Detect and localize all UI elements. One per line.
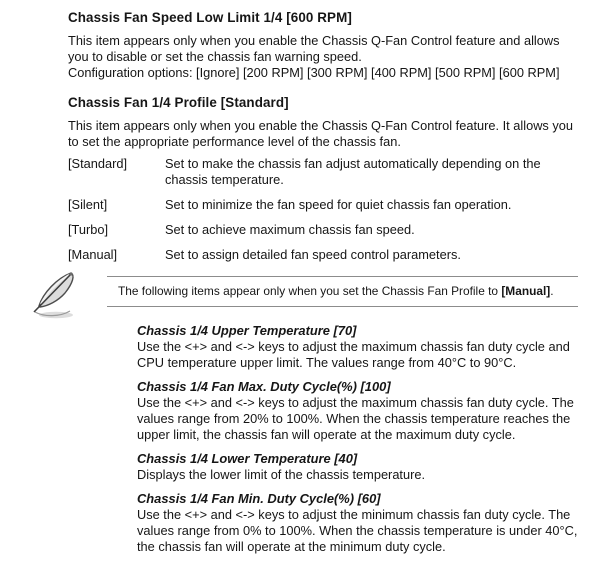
subsection-heading: Chassis 1/4 Lower Temperature [40] [137, 451, 358, 466]
note-text: The following items appear only when you set the Chassis Fan Profile to [118, 284, 502, 298]
section-heading-fan-profile: Chassis Fan 1/4 Profile [Standard] [68, 95, 289, 110]
option-term: [Turbo] [68, 222, 109, 237]
manual-subsections [137, 323, 585, 555]
note-callout [107, 276, 578, 307]
option-term: [Silent] [68, 197, 108, 212]
note-suffix: . [550, 284, 554, 298]
option-term: [Manual] [68, 247, 118, 262]
option-row-standard [68, 156, 580, 188]
option-row-silent [68, 197, 580, 213]
subsection-heading: Chassis 1/4 Fan Min. Duty Cycle(%) [60] [137, 491, 381, 506]
section-heading-fan-speed-low-limit: Chassis Fan Speed Low Limit 1/4 [600 RPM] [68, 10, 352, 25]
page-content [68, 0, 580, 555]
subsection-lower-temperature [137, 451, 585, 483]
subsection-heading: Chassis 1/4 Fan Max. Duty Cycle(%) [100] [137, 379, 391, 394]
subsection-fan-min-duty-cycle [137, 491, 585, 555]
subsection-body: Use the <+> and <-> keys to adjust the minimum chassis fan duty cycle. The values range from 0% to 100%. When the chassis temperature is under 40°C, the chassis fan will operate at the minimum duty cycle. [137, 507, 578, 554]
subsection-fan-max-duty-cycle [137, 379, 585, 443]
subsection-body: Use the <+> and <-> keys to adjust the maximum chassis fan duty cycle. The values range from 20% to 100%. When the chassis temperature reaches the upper limit, the chassis fan will operate at the maximum duty cycle. [137, 395, 574, 442]
note-bold-text: [Manual] [501, 284, 551, 298]
option-description: Set to minimize the fan speed for quiet chassis fan operation. [165, 197, 512, 212]
subsection-upper-temperature [137, 323, 585, 371]
subsection-body: Displays the lower limit of the chassis temperature. [137, 467, 426, 482]
paragraph-fan-speed-description: This item appears only when you enable the Chassis Q-Fan Control feature and allows you to disable or set the chassis fan warning speed. [68, 33, 560, 64]
option-row-manual [68, 247, 580, 263]
subsection-heading: Chassis 1/4 Upper Temperature [70] [137, 323, 357, 338]
paragraph-fan-profile-description: This item appears only when you enable the Chassis Q-Fan Control feature. It allows you to set the appropriate performance level of the chassis fan. [68, 118, 574, 149]
option-term: [Standard] [68, 156, 128, 171]
option-description: Set to achieve maximum chassis fan speed. [165, 222, 415, 237]
paragraph-configuration-options: Configuration options: [Ignore] [200 RPM] [300 RPM] [400 RPM] [500 RPM] [600 RPM] [68, 65, 560, 80]
option-description: Set to assign detailed fan speed control parameters. [165, 247, 461, 262]
option-description: Set to make the chassis fan adjust automatically depending on the chassis temperature. [165, 156, 541, 187]
subsection-body: Use the <+> and <-> keys to adjust the maximum chassis fan duty cycle and CPU temperature upper limit. The values range from 40°C to 90°C. [137, 339, 570, 370]
option-row-turbo [68, 222, 580, 238]
